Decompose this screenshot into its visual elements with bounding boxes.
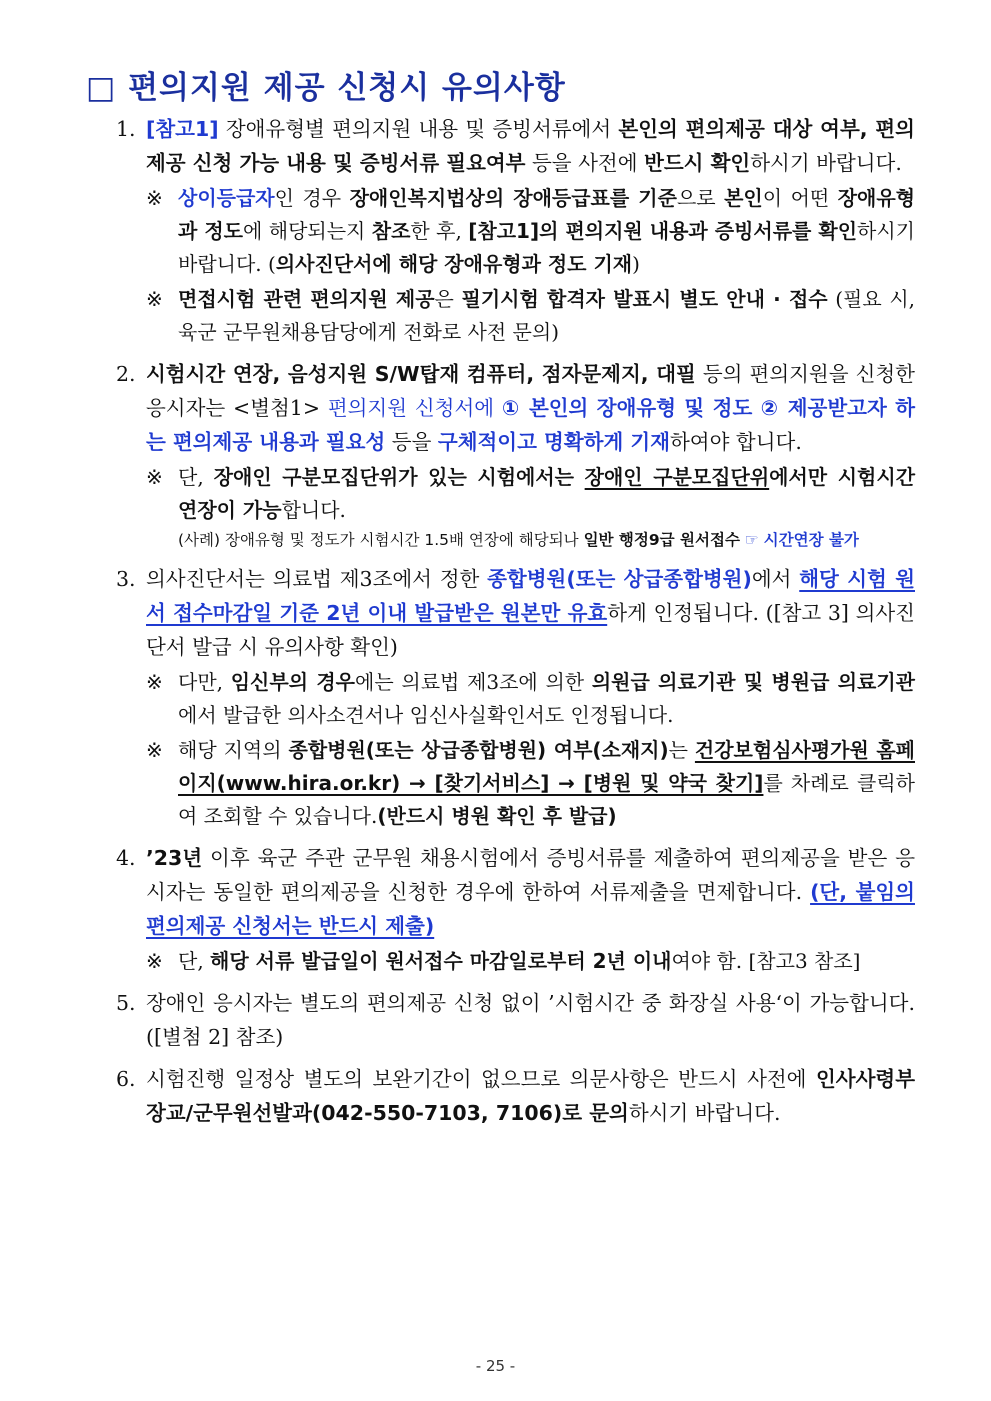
item-number: 6. — [116, 1067, 136, 1091]
underlined-text: (단, 붙임의 편의제공 신청서는 반드시 제출) — [146, 880, 915, 938]
item-number: 2. — [116, 362, 136, 386]
text: ) — [632, 252, 640, 276]
reference-mark-icon: ※ — [146, 465, 163, 489]
text: 해당 지역의 — [178, 738, 289, 762]
notice-list — [110, 112, 915, 1138]
sub-note-3-1 — [146, 666, 915, 732]
emphasis-text: 종합병원(또는 상급종합병원) — [487, 567, 752, 591]
emphasis-text: 참조 — [371, 219, 411, 243]
emphasis-text: 면접시험 관련 편의지원 제공 — [178, 287, 435, 311]
sub-note-2-1 — [146, 461, 915, 554]
section-heading: □ 편의지원 제공 신청시 유의사항 — [86, 70, 566, 106]
reference-mark-icon: ※ — [146, 949, 163, 973]
text: 이 어떤 — [762, 186, 838, 210]
text: 단, — [178, 465, 214, 489]
text: 은 — [434, 287, 462, 311]
text: 여야 함. [참고3 참조] — [671, 949, 861, 973]
text: 장애인 응시자는 별도의 편의제공 신청 없이 ’시험시간 중 화장실 사용‘이 가능합니다. ([별첨 2] 참조) — [146, 991, 915, 1049]
item-number: 5. — [116, 991, 136, 1015]
emphasis-text: 임신부의 경우 — [230, 670, 355, 694]
text: 등의 편의지원을 신청한 응시자는 <별첨1> — [146, 362, 915, 420]
emphasis-text: 반드시 확인 — [644, 151, 751, 175]
text: 하시기 바랍니다. ( — [178, 219, 916, 276]
notice-item-6 — [110, 1062, 915, 1130]
text: 합니다. — [281, 498, 346, 522]
item-number: 3. — [116, 567, 136, 591]
underlined-text: 장애인 구분모집단위 — [584, 465, 770, 489]
page-number: - 25 - — [475, 1357, 516, 1375]
text: 인 경우 — [274, 186, 350, 210]
text: 하시기 바랍니다. — [628, 1101, 781, 1125]
example-note — [178, 527, 915, 554]
emphasis-text: 장애인복지법상의 장애등급표를 기준 — [349, 186, 677, 210]
underlined-text: 건강보험심사평가원 홈페이지(www.hira.or.kr) → [찾기서비스] → [병원 및 약국 찾기] — [178, 738, 915, 795]
text: 등을 사전에 — [525, 151, 645, 175]
text: 에서 — [751, 567, 800, 591]
text: (사례) 장애유형 및 정도가 시험시간 1.5배 연장에 해당되나 — [178, 531, 584, 549]
pointing-hand-icon: ☞ — [739, 531, 764, 549]
emphasis-text: ① 본인의 장애유형 및 정도 ② 제공받고자 하는 편의제공 내용과 필요성 — [146, 396, 915, 454]
emphasis-text: 구체적이고 명확하게 기재 — [437, 430, 670, 454]
reference-mark-icon: ※ — [146, 186, 163, 210]
emphasis-text: 필기시험 합격자 발표시 별도 안내 · 접수 — [461, 287, 828, 311]
reference-mark-icon: ※ — [146, 738, 163, 762]
notice-item-4 — [110, 841, 915, 978]
emphasis-text: 종합병원(또는 상급종합병원) 여부(소재지) — [288, 738, 669, 762]
text: 시험진행 일정상 별도의 보완기간이 없으므로 의문사항은 반드시 사전에 — [146, 1067, 816, 1091]
text: 한 후, — [410, 219, 469, 243]
sub-note-3-2 — [146, 734, 915, 833]
text: 이후 육군 주관 군무원 채용시험에서 증빙서류를 제출하여 편의제공을 받은 응시자는 동일한 편의제공을 신청한 경우에 한하여 서류제출을 면제합니다. — [146, 846, 915, 904]
notice-item-3 — [110, 562, 915, 833]
text: 하여야 합니다. — [670, 430, 802, 454]
text: 의사진단서는 의료법 제3조에서 정한 — [146, 567, 488, 591]
emphasis-text: 의원급 의료기관 및 병원급 의료기관 — [591, 670, 916, 694]
reference-tag: [참고1] — [146, 117, 219, 141]
item-number: 4. — [116, 846, 136, 870]
emphasis-text: 시험시간 연장, 음성지원 S/W탑재 컴퓨터, 점자문제지, 대필 — [146, 362, 696, 386]
emphasis-text: [참고1]의 편의지원 내용과 증빙서류를 확인 — [468, 219, 858, 243]
text: 등을 — [385, 430, 438, 454]
notice-item-1 — [110, 112, 915, 349]
emphasis-text: 장애인 구분모집단위가 있는 시험에서는 — [213, 465, 585, 489]
reference-mark-icon: ※ — [146, 287, 163, 311]
text: 에 해당되는지 — [243, 219, 372, 243]
emphasis-text: 에서만 시험시간 연장이 가능 — [178, 465, 916, 522]
text: 하게 인정됩니다. ([참고 3] 의사진단서 발급 시 유의사항 확인) — [146, 601, 915, 659]
blue-text: 편의지원 신청서에 — [327, 396, 502, 420]
text: 하시기 바랍니다. — [750, 151, 902, 175]
reference-mark-icon: ※ — [146, 670, 163, 694]
text: 장애유형별 편의지원 내용 및 증빙서류에서 — [218, 117, 619, 141]
item-number: 1. — [116, 117, 136, 141]
sub-note-1-1 — [146, 182, 915, 281]
emphasis-text: 의사진단서에 해당 장애유형과 정도 기재 — [275, 252, 633, 276]
notice-item-2 — [110, 357, 915, 554]
emphasis-text: 일반 행정9급 원서접수 — [583, 531, 740, 549]
text: (필요 시, 육군 군무원채용담당에게 전화로 사전 문의) — [178, 287, 915, 344]
notice-item-5 — [110, 986, 915, 1054]
emphasis-text: 본인 — [724, 186, 763, 210]
emphasis-text: 시간연장 불가 — [763, 531, 859, 549]
emphasis-text: 장애유형과 정도 — [178, 186, 916, 243]
emphasis-text: (반드시 병원 확인 후 발급) — [377, 804, 617, 828]
text: 는 — [668, 738, 695, 762]
text: 으로 — [676, 186, 725, 210]
emphasis-text: ’23년 — [146, 846, 203, 870]
text: 단, — [178, 949, 211, 973]
text: 에서 발급한 의사소견서나 임신사실확인서도 인정됩니다. — [178, 703, 674, 727]
text: 다만, — [178, 670, 231, 694]
text: 를 차례로 클릭하여 조회할 수 있습니다. — [178, 771, 915, 828]
emphasis-text: 본인의 편의제공 대상 여부, 편의제공 신청 가능 내용 및 증빙서류 필요여부 — [146, 117, 915, 175]
underlined-text: 해당 시험 원서 접수마감일 기준 2년 이내 발급받은 원본만 유효 — [146, 567, 915, 625]
sub-note-4-1 — [146, 945, 915, 978]
text: 에는 의료법 제3조에 의한 — [355, 670, 592, 694]
sub-note-1-2 — [146, 283, 915, 349]
emphasis-text: 해당 서류 발급일이 원서접수 마감일로부터 2년 이내 — [210, 949, 672, 973]
emphasis-text: 상이등급자 — [178, 186, 275, 210]
emphasis-text: 인사사령부 장교/군무원선발과(042-550-7103, 7106)로 문의 — [146, 1067, 915, 1125]
